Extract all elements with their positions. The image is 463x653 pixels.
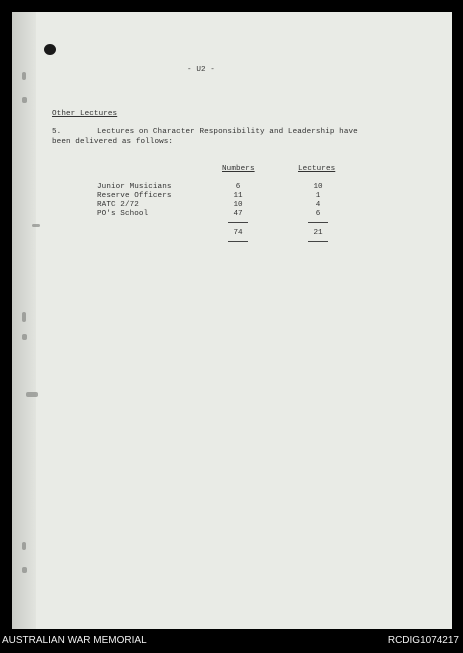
footer-institution: AUSTRALIAN WAR MEMORIAL [2, 635, 147, 646]
binding-mark [32, 224, 40, 227]
row-lectures-value: 4 [315, 201, 321, 209]
paragraph-line-2: been delivered as follows: [52, 138, 174, 146]
subtotal-rule-lectures [308, 222, 328, 223]
subtotal-rule-numbers [228, 222, 248, 223]
archive-footer [0, 629, 463, 653]
row-numbers-value: 6 [235, 183, 241, 191]
column-header-lectures: Lectures [298, 165, 336, 173]
row-label: Reserve Officers [97, 192, 172, 200]
total-lectures-value: 21 [313, 229, 323, 237]
punch-hole [44, 44, 56, 55]
column-header-numbers: Numbers [222, 165, 255, 173]
binding-mark [22, 334, 27, 340]
row-numbers-value: 10 [233, 201, 243, 209]
total-rule-numbers [228, 241, 248, 242]
binding-mark [22, 312, 26, 322]
binding-mark [26, 392, 38, 397]
binding-mark [22, 97, 27, 103]
binding-mark [22, 72, 26, 80]
page-number: - U2 - [187, 66, 215, 74]
row-label: Junior Musicians [97, 183, 172, 191]
row-lectures-value: 6 [315, 210, 321, 218]
binding-mark [22, 542, 26, 550]
section-title: Other Lectures [52, 110, 118, 118]
footer-record-id: RCDIG1074217 [387, 635, 459, 646]
row-lectures-value: 10 [313, 183, 323, 191]
row-label: PO's School [97, 210, 149, 218]
row-label: RATC 2/72 [97, 201, 139, 209]
row-lectures-value: 1 [315, 192, 321, 200]
total-numbers-value: 74 [233, 229, 243, 237]
paragraph-line-1: Lectures on Character Responsibility and Leadership have [97, 128, 358, 136]
total-rule-lectures [308, 241, 328, 242]
row-numbers-value: 11 [233, 192, 243, 200]
document-page [12, 12, 452, 629]
binding-mark [22, 567, 27, 573]
row-numbers-value: 47 [233, 210, 243, 218]
paragraph-number: 5. [52, 128, 62, 136]
